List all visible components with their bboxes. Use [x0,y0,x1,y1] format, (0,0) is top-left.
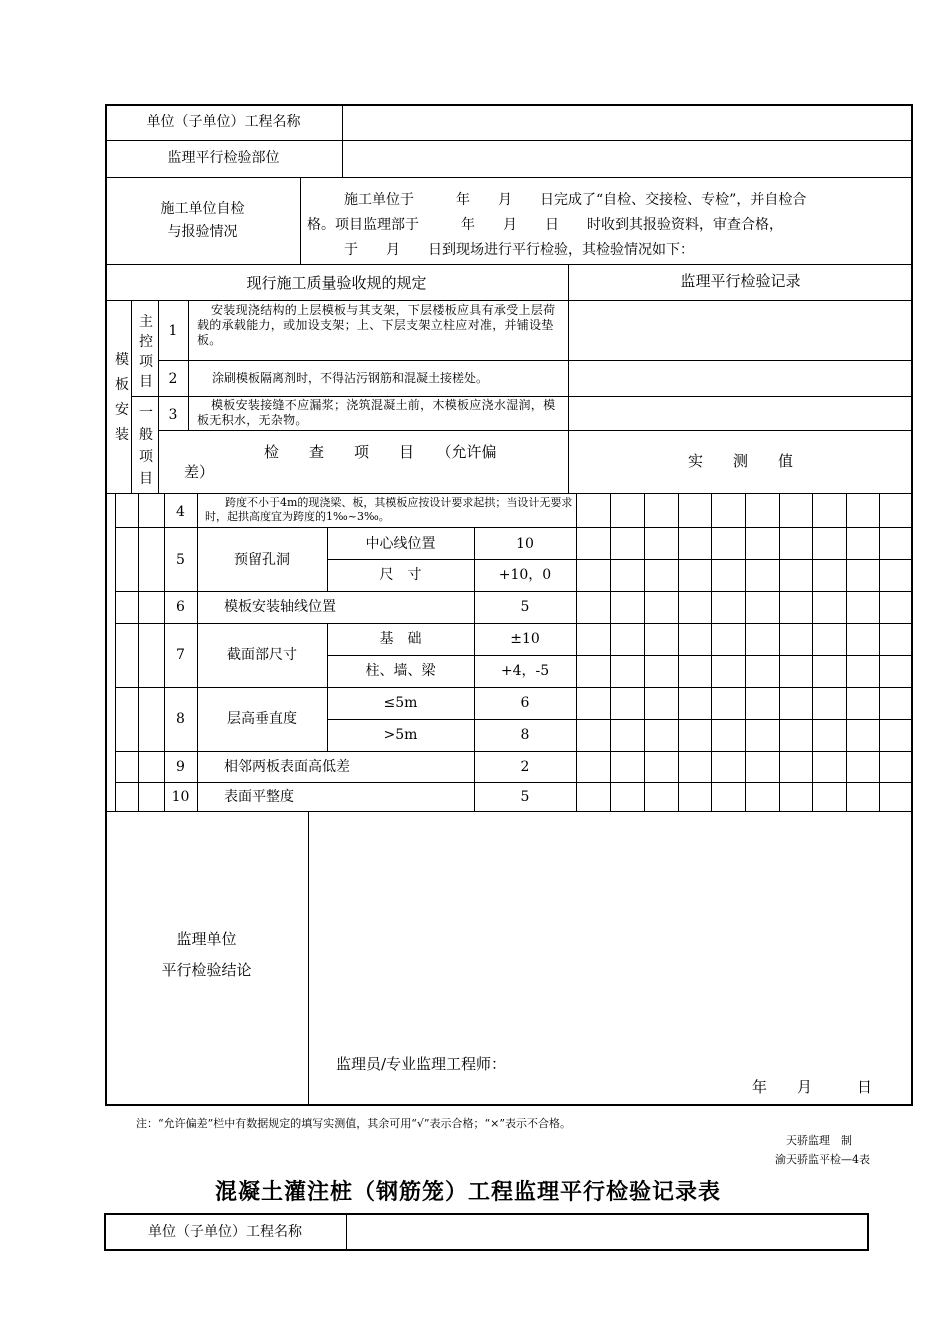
footer-form-code: 渝天骄监平检—4表 [775,1153,870,1166]
item-6-val: 5 [520,599,530,615]
item-10-val: 5 [520,789,530,805]
item-7-sub2: 柱、墙、梁 [365,663,436,679]
item-6-name: 模板安装轴线位置 [224,599,336,615]
item-9-val: 2 [520,759,530,775]
self-check-label-line1: 施工单位自检 [160,201,245,217]
item-5-sub2: 尺 寸 [379,567,422,583]
item-5-val1: 10 [516,536,534,552]
check-items-header-line1: 检 查 项 目 （允许偏 [264,443,497,461]
item-10-no: 10 [171,789,190,805]
item-8-no: 8 [176,711,185,727]
measured-value-header: 实 测 值 [687,452,793,470]
record-section-header: 监理平行检验记录 [680,272,801,290]
self-check-text-line1: 施工单位于 年 月 日完成了“自检、交接检、专检”，并自检合 [344,192,807,208]
general-item-3-no: 3 [168,407,178,423]
conclusion-label-line2: 平行检验结论 [161,961,252,979]
conclusion-signer-label: 监理员/专业监理工程师： [336,1055,507,1073]
item-5-name: 预留孔洞 [234,552,290,568]
item-8-sub1: ≤5m [383,695,418,711]
standard-section-header: 现行施工质量验收规的规定 [246,274,427,292]
unit-project-name-label: 单位（子单位）工程名称 [146,114,301,130]
item-7-val2: +4，-5 [500,663,550,679]
item-9-name: 相邻两板表面高低差 [224,759,350,775]
self-check-label-line2: 与报验情况 [167,224,238,240]
item-4-no: 4 [176,504,185,520]
footer-maker: 天骄监理 制 [786,1134,852,1147]
next-form-unit-project-name-value[interactable] [348,1215,866,1249]
general-item-3-text: 模板安装接缝不应漏浆；浇筑混凝土前，木模板应浇水湿润，模板无积水，无杂物。 [197,398,556,427]
main-item-1-record[interactable] [569,301,912,359]
item-7-name: 截面部尺寸 [227,647,297,663]
item-9-no: 9 [176,759,185,775]
item-8-val1: 6 [520,695,530,711]
parallel-inspection-location-value[interactable] [343,141,911,176]
self-check-text-line3: 于 月 日到现场进行平行检验，其检验情况如下： [344,242,694,258]
item-7-val1: ±10 [510,631,540,647]
main-item-1-text: 安装现浇结构的上层模板与其支架，下层楼板应具有承受上层荷载的承载能力，或加设支架；上、下层支架立柱应对准，并铺设垫板。 [197,303,556,347]
self-check-text-line2: 格。项目监理部于 年 月 日 时收到其报验资料，审查合格， [307,217,783,233]
next-form-unit-project-name-label: 单位（子单位）工程名称 [148,1224,302,1240]
item-8-name: 层高垂直度 [227,711,297,727]
item-7-no: 7 [176,647,185,663]
category-general-label: 一般项目 [139,405,153,487]
main-item-1-no: 1 [168,323,178,339]
next-form-title: 混凝土灌注桩（钢筋笼）工程监理平行检验记录表 [215,1179,722,1205]
item-8-sub2: >5m [383,727,418,743]
item-7-sub1: 基 础 [379,631,422,647]
parallel-inspection-location-label: 监理平行检验部位 [167,150,280,166]
item-5-sub1: 中心线位置 [365,536,436,552]
conclusion-input-area[interactable] [310,813,911,1043]
unit-project-name-value[interactable] [343,105,911,139]
conclusion-date-label: 年 月 日 [752,1078,873,1096]
item-5-no: 5 [176,552,185,568]
check-items-header-line2: 差） [184,463,215,481]
general-item-3-record[interactable] [569,397,912,429]
main-item-2-text: 涂刷模板隔离剂时，不得沾污钢筋和混凝土接槎处。 [212,371,489,385]
category-main-label: 模板安装 [115,352,129,443]
item-10-name: 表面平整度 [224,789,294,805]
main-item-2-record[interactable] [569,361,912,395]
item-8-val2: 8 [520,727,530,743]
item-5-val2: +10，0 [498,567,552,583]
item-6-no: 6 [176,599,185,615]
conclusion-label-line1: 监理单位 [176,930,237,948]
item-4-text: 跨度不小于4m的现浇梁、板，其模板应按设计要求起拱；当设计无要求时，起拱高度宜为跨度的1‰~3‰。 [205,496,573,523]
main-item-2-no: 2 [168,371,178,387]
category-main-control-label: 主控项目 [139,314,153,390]
footer-note: 注：“允许偏差”栏中有数据规定的填写实测值，其余可用“√”表示合格；“×”表示不合格。 [136,1117,571,1130]
